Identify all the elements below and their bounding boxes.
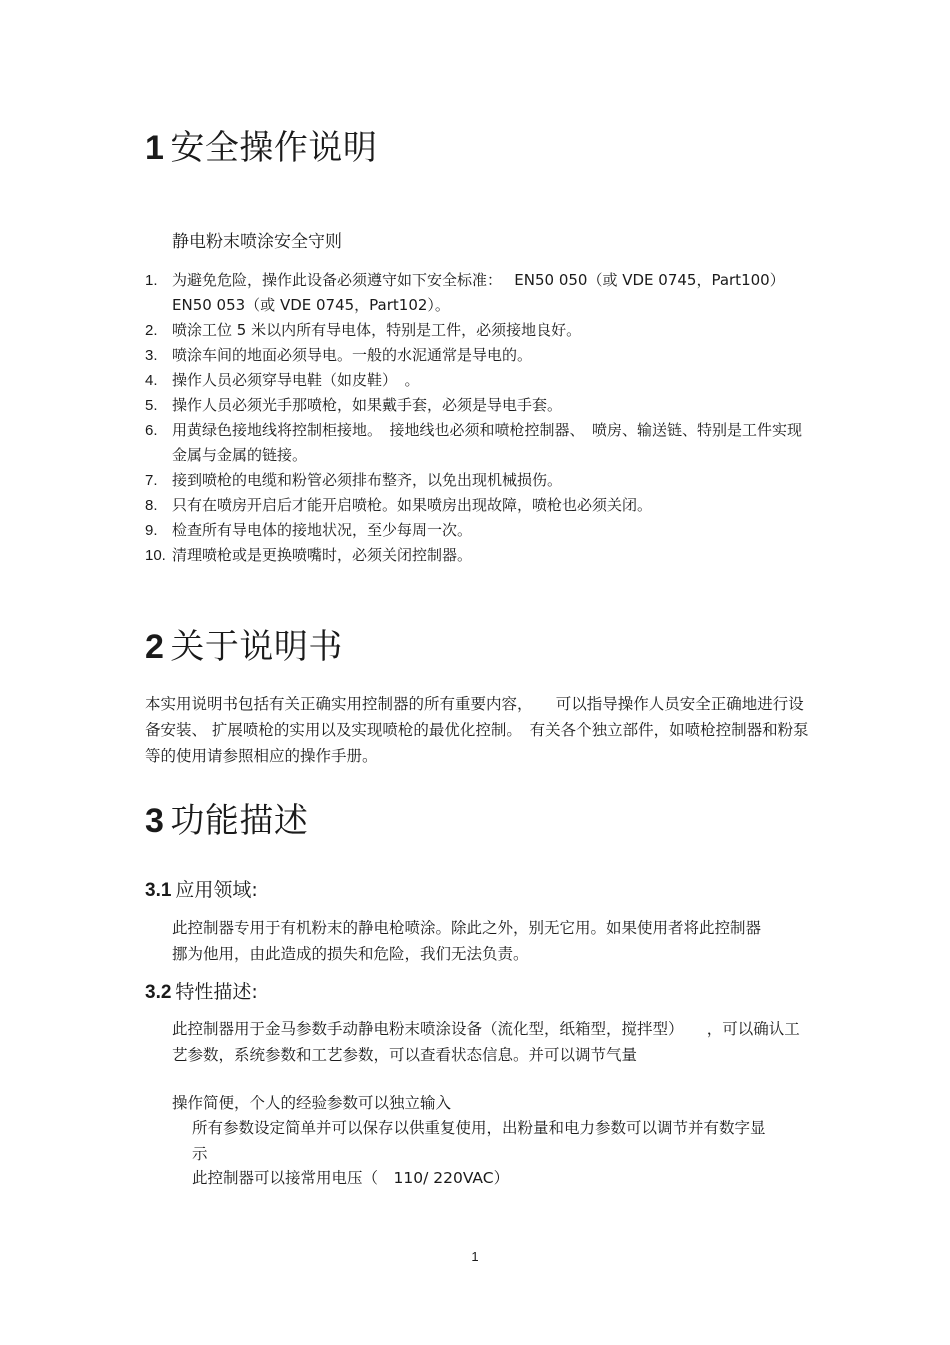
safety-rule-item bbox=[145, 543, 815, 568]
section-3-2-number: 3.2 bbox=[145, 982, 172, 1003]
rule-number: 5. bbox=[145, 397, 158, 414]
page-number: 1 bbox=[471, 1249, 479, 1264]
section-3-2-heading bbox=[145, 979, 258, 1006]
section-3-1-number: 3.1 bbox=[145, 880, 172, 901]
section-3-2-paragraph-3: 所有参数设定简单并可以保存以供重复使用，出粉量和电力参数可以调节并有数字显示 bbox=[192, 1119, 766, 1163]
safety-rule-item bbox=[145, 318, 815, 343]
rule-text: 用黄绿色接地线将控制柜接地。 接地线也必须和喷枪控制器、 喷房、输送链、特别是工件实现金属与金属的链接。 bbox=[172, 421, 803, 464]
section-3-2-paragraph-4: 此控制器可以接常用电压（ 110/ 220VAC） bbox=[192, 1169, 510, 1187]
section-3-1-title: 应用领域: bbox=[175, 879, 258, 901]
rule-number: 7. bbox=[145, 472, 158, 489]
rule-number: 10. bbox=[145, 547, 166, 564]
rule-number: 6. bbox=[145, 422, 158, 439]
safety-rule-item bbox=[145, 343, 815, 368]
safety-rule-item bbox=[145, 393, 815, 418]
safety-rule-item bbox=[145, 493, 815, 518]
section-1-title: 安全操作说明 bbox=[170, 128, 378, 168]
section-2-number: 2 bbox=[145, 628, 165, 666]
rule-number: 4. bbox=[145, 372, 158, 389]
section-2-heading bbox=[145, 625, 343, 669]
rule-text: 接到喷枪的电缆和粉管必须排布整齐，以免出现机械损伤。 bbox=[172, 471, 563, 489]
section-1-heading bbox=[145, 126, 377, 170]
safety-rules-subtitle: 静电粉末喷涂安全守则 bbox=[172, 232, 342, 252]
rule-text: 只有在喷房开启后才能开启喷枪。如果喷房出现故障，喷枪也必须关闭。 bbox=[172, 496, 653, 514]
safety-rule-item bbox=[145, 468, 815, 493]
safety-rules-list bbox=[145, 268, 815, 568]
section-2-body: 本实用说明书包括有关正确实用控制器的所有重要内容， 可以指导操作人员安全正确地进行设备安装、 扩展喷枪的实用以及实现喷枪的最优化控制。 有关各个独立部件，如喷枪控制器和粉泵等的使用请参照相应的操作手册。 bbox=[145, 695, 809, 765]
rule-text: 清理喷枪或是更换喷嘴时，必须关闭控制器。 bbox=[172, 546, 473, 564]
rule-text: 操作人员必须穿导电鞋（如皮鞋） 。 bbox=[172, 371, 420, 389]
rule-text: 检查所有导电体的接地状况，至少每周一次。 bbox=[172, 521, 473, 539]
section-2-title: 关于说明书 bbox=[170, 627, 343, 667]
section-3-heading bbox=[145, 799, 308, 843]
rule-number: 3. bbox=[145, 347, 158, 364]
rule-number: 1. bbox=[145, 272, 158, 289]
section-3-1-body: 此控制器专用于有机粉末的静电枪喷涂。除此之外，别无它用。如果使用者将此控制器挪为他用，由此造成的损失和危险，我们无法负责。 bbox=[172, 919, 762, 963]
section-1-number: 1 bbox=[145, 129, 165, 167]
section-3-2-title: 特性描述: bbox=[175, 981, 258, 1003]
safety-rule-item bbox=[145, 368, 815, 393]
safety-rule-item bbox=[145, 418, 815, 468]
section-3-2-paragraph-1: 此控制器用于金马参数手动静电粉末喷涂设备（流化型，纸箱型，搅拌型） ，可以确认工艺参数，系统参数和工艺参数，可以查看状态信息。并可以调节气量 bbox=[172, 1020, 800, 1064]
section-3-title: 功能描述 bbox=[170, 801, 309, 841]
section-3-number: 3 bbox=[145, 802, 165, 840]
safety-rule-item bbox=[145, 268, 815, 318]
rule-text: 操作人员必须光手那喷枪，如果戴手套，必须是导电手套。 bbox=[172, 396, 563, 414]
section-3-1-heading bbox=[145, 877, 258, 904]
rule-number: 2. bbox=[145, 322, 158, 339]
rule-number: 9. bbox=[145, 522, 158, 539]
rule-text: 喷涂车间的地面必须导电。一般的水泥通常是导电的。 bbox=[172, 346, 533, 364]
rule-number: 8. bbox=[145, 497, 158, 514]
section-3-2-paragraph-2: 操作简便，个人的经验参数可以独立输入 bbox=[172, 1094, 452, 1112]
rule-text: 为避免危险，操作此设备必须遵守如下安全标准： EN50 050（或 VDE 0745，Part100） EN50 053（或 VDE 0745，Part102）。 bbox=[172, 271, 785, 314]
rule-text: 喷涂工位 5 米以内所有导电体，特别是工件，必须接地良好。 bbox=[172, 321, 582, 339]
safety-rule-item bbox=[145, 518, 815, 543]
